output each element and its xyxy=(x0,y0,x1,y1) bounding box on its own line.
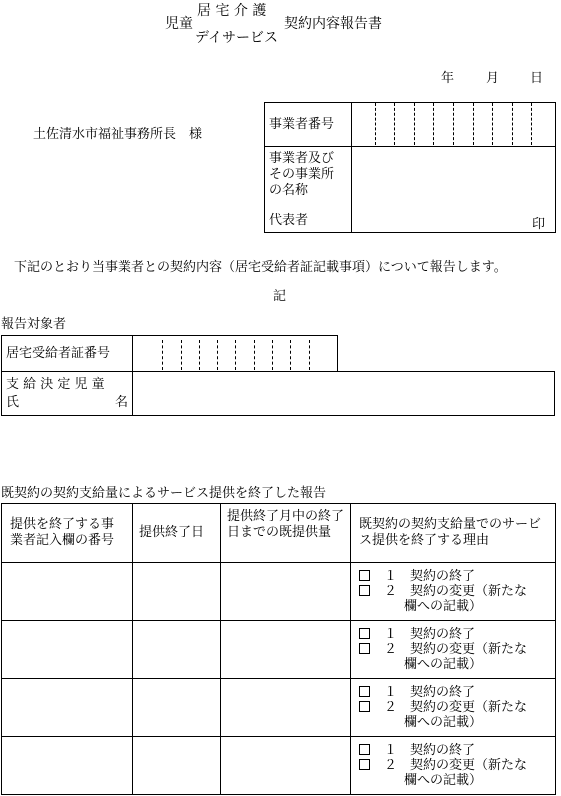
digit-box xyxy=(309,340,327,370)
target-heading: 報告対象者 xyxy=(1,317,67,332)
provider-name-field[interactable] xyxy=(352,147,556,233)
termination-heading: 既契約の契約支給量によるサービス提供を終了した報告 xyxy=(1,486,327,501)
checkbox-contract-end[interactable] xyxy=(359,628,370,639)
digit-box xyxy=(145,340,162,370)
checkbox-contract-end[interactable] xyxy=(359,744,370,755)
end-date-field[interactable] xyxy=(133,737,221,795)
reason-contract-end: １ 契約の終了 xyxy=(384,685,476,700)
checkbox-contract-end[interactable] xyxy=(359,686,370,697)
checkbox-contract-end[interactable] xyxy=(359,570,370,581)
header-provider-number: 提供を終了する事業者記入欄の番号 xyxy=(2,504,133,563)
provider-name-label: 事業者及び その事業所 の名称 xyxy=(269,151,335,198)
provider-name-label-cell xyxy=(265,147,352,233)
table-row xyxy=(2,679,556,737)
end-date-field[interactable] xyxy=(133,563,221,621)
provider-number-label: 事業者番号 xyxy=(269,116,335,132)
reason-contract-end: １ 契約の終了 xyxy=(384,627,476,642)
checkbox-contract-change[interactable] xyxy=(359,585,370,596)
digit-box xyxy=(512,103,532,145)
checkbox-contract-change[interactable] xyxy=(359,701,370,712)
digit-box xyxy=(433,103,453,145)
digit-box xyxy=(531,103,551,145)
addressee: 土佐清水市福祉事務所長 様 xyxy=(33,127,203,142)
reason-contract-change: ２ 契約の変更（新たな xyxy=(384,642,528,657)
checkbox-contract-change[interactable] xyxy=(359,759,370,770)
digit-box xyxy=(181,340,199,370)
end-date-field[interactable] xyxy=(133,621,221,679)
reason-cell xyxy=(351,737,556,795)
digit-box xyxy=(162,340,180,370)
provider-number-label-cell xyxy=(265,103,352,147)
reason-cell xyxy=(351,563,556,621)
header-end-date: 提供終了日 xyxy=(133,504,221,563)
end-date-field[interactable] xyxy=(133,679,221,737)
digit-box xyxy=(394,103,414,145)
provider-number-field[interactable] xyxy=(2,737,133,795)
header-provided-amount: 提供終了月中の終了日までの既提供量 xyxy=(221,504,351,563)
child-name-label-2-right: 名 xyxy=(114,395,128,410)
provided-amount-field[interactable] xyxy=(221,679,351,737)
child-name-table xyxy=(1,371,555,416)
page-title: 契約内容報告書 xyxy=(284,16,382,32)
reason-contract-change-note: 欄への記載） xyxy=(404,773,483,788)
digit-box xyxy=(375,103,395,145)
reason-contract-change: ２ 契約の変更（新たな xyxy=(384,758,528,773)
reason-cell xyxy=(351,621,556,679)
digit-box xyxy=(473,103,493,145)
digit-box xyxy=(356,103,375,145)
child-name-label-1: 支 給 決 定 児 童 xyxy=(6,377,105,392)
digit-box xyxy=(492,103,512,145)
date-year: 年 xyxy=(441,71,455,86)
provider-number-boxes[interactable] xyxy=(352,103,556,147)
ki-heading: 記 xyxy=(273,289,287,304)
digit-box xyxy=(254,340,272,370)
title-bottom-line: デイサービス xyxy=(195,30,279,46)
digit-box xyxy=(199,340,217,370)
provided-amount-field[interactable] xyxy=(221,563,351,621)
reason-contract-change-note: 欄への記載） xyxy=(404,715,483,730)
child-name-field[interactable] xyxy=(133,372,555,416)
reason-contract-end: １ 契約の終了 xyxy=(384,569,476,584)
representative-label: 代表者 xyxy=(269,213,309,228)
reason-contract-change-note: 欄への記載） xyxy=(404,657,483,672)
header-termination-reason: 既契約の契約支給量でのサービス提供を終了する理由 xyxy=(351,504,556,563)
checkbox-contract-change[interactable] xyxy=(359,643,370,654)
certificate-number-label: 居宅受給者証番号 xyxy=(6,345,111,361)
date-day: 日 xyxy=(530,71,544,86)
title-left: 児童 xyxy=(165,16,193,32)
reason-contract-change: ２ 契約の変更（新たな xyxy=(384,700,528,715)
certificate-number-boxes[interactable] xyxy=(133,336,338,372)
digit-box xyxy=(290,340,308,370)
table-row xyxy=(2,563,556,621)
reason-contract-end: １ 契約の終了 xyxy=(384,743,476,758)
date-month: 月 xyxy=(486,71,500,86)
provided-amount-field[interactable] xyxy=(221,737,351,795)
provider-table xyxy=(264,102,556,233)
reason-contract-change: ２ 契約の変更（新たな xyxy=(384,584,528,599)
table-row xyxy=(2,737,556,795)
table-row xyxy=(2,621,556,679)
intro-text: 下記のとおり当事業者との契約内容（居宅受給者証記載事項）について報告します。 xyxy=(14,260,507,275)
termination-table xyxy=(1,503,556,795)
provider-number-field[interactable] xyxy=(2,679,133,737)
digit-box xyxy=(235,340,253,370)
reason-cell xyxy=(351,679,556,737)
child-name-label-2-left: 氏 xyxy=(6,395,20,410)
digit-box xyxy=(453,103,473,145)
provided-amount-field[interactable] xyxy=(221,621,351,679)
certificate-label-cell xyxy=(2,336,133,372)
digit-box xyxy=(272,340,290,370)
seal-mark: 印 xyxy=(531,217,545,232)
title-top-line: 居 宅 介 護 xyxy=(197,3,267,19)
digit-box xyxy=(217,340,235,370)
certificate-table xyxy=(1,335,338,372)
reason-contract-change-note: 欄への記載） xyxy=(404,599,483,614)
child-name-label-cell xyxy=(2,372,133,416)
digit-box xyxy=(414,103,434,145)
provider-number-field[interactable] xyxy=(2,563,133,621)
provider-number-field[interactable] xyxy=(2,621,133,679)
